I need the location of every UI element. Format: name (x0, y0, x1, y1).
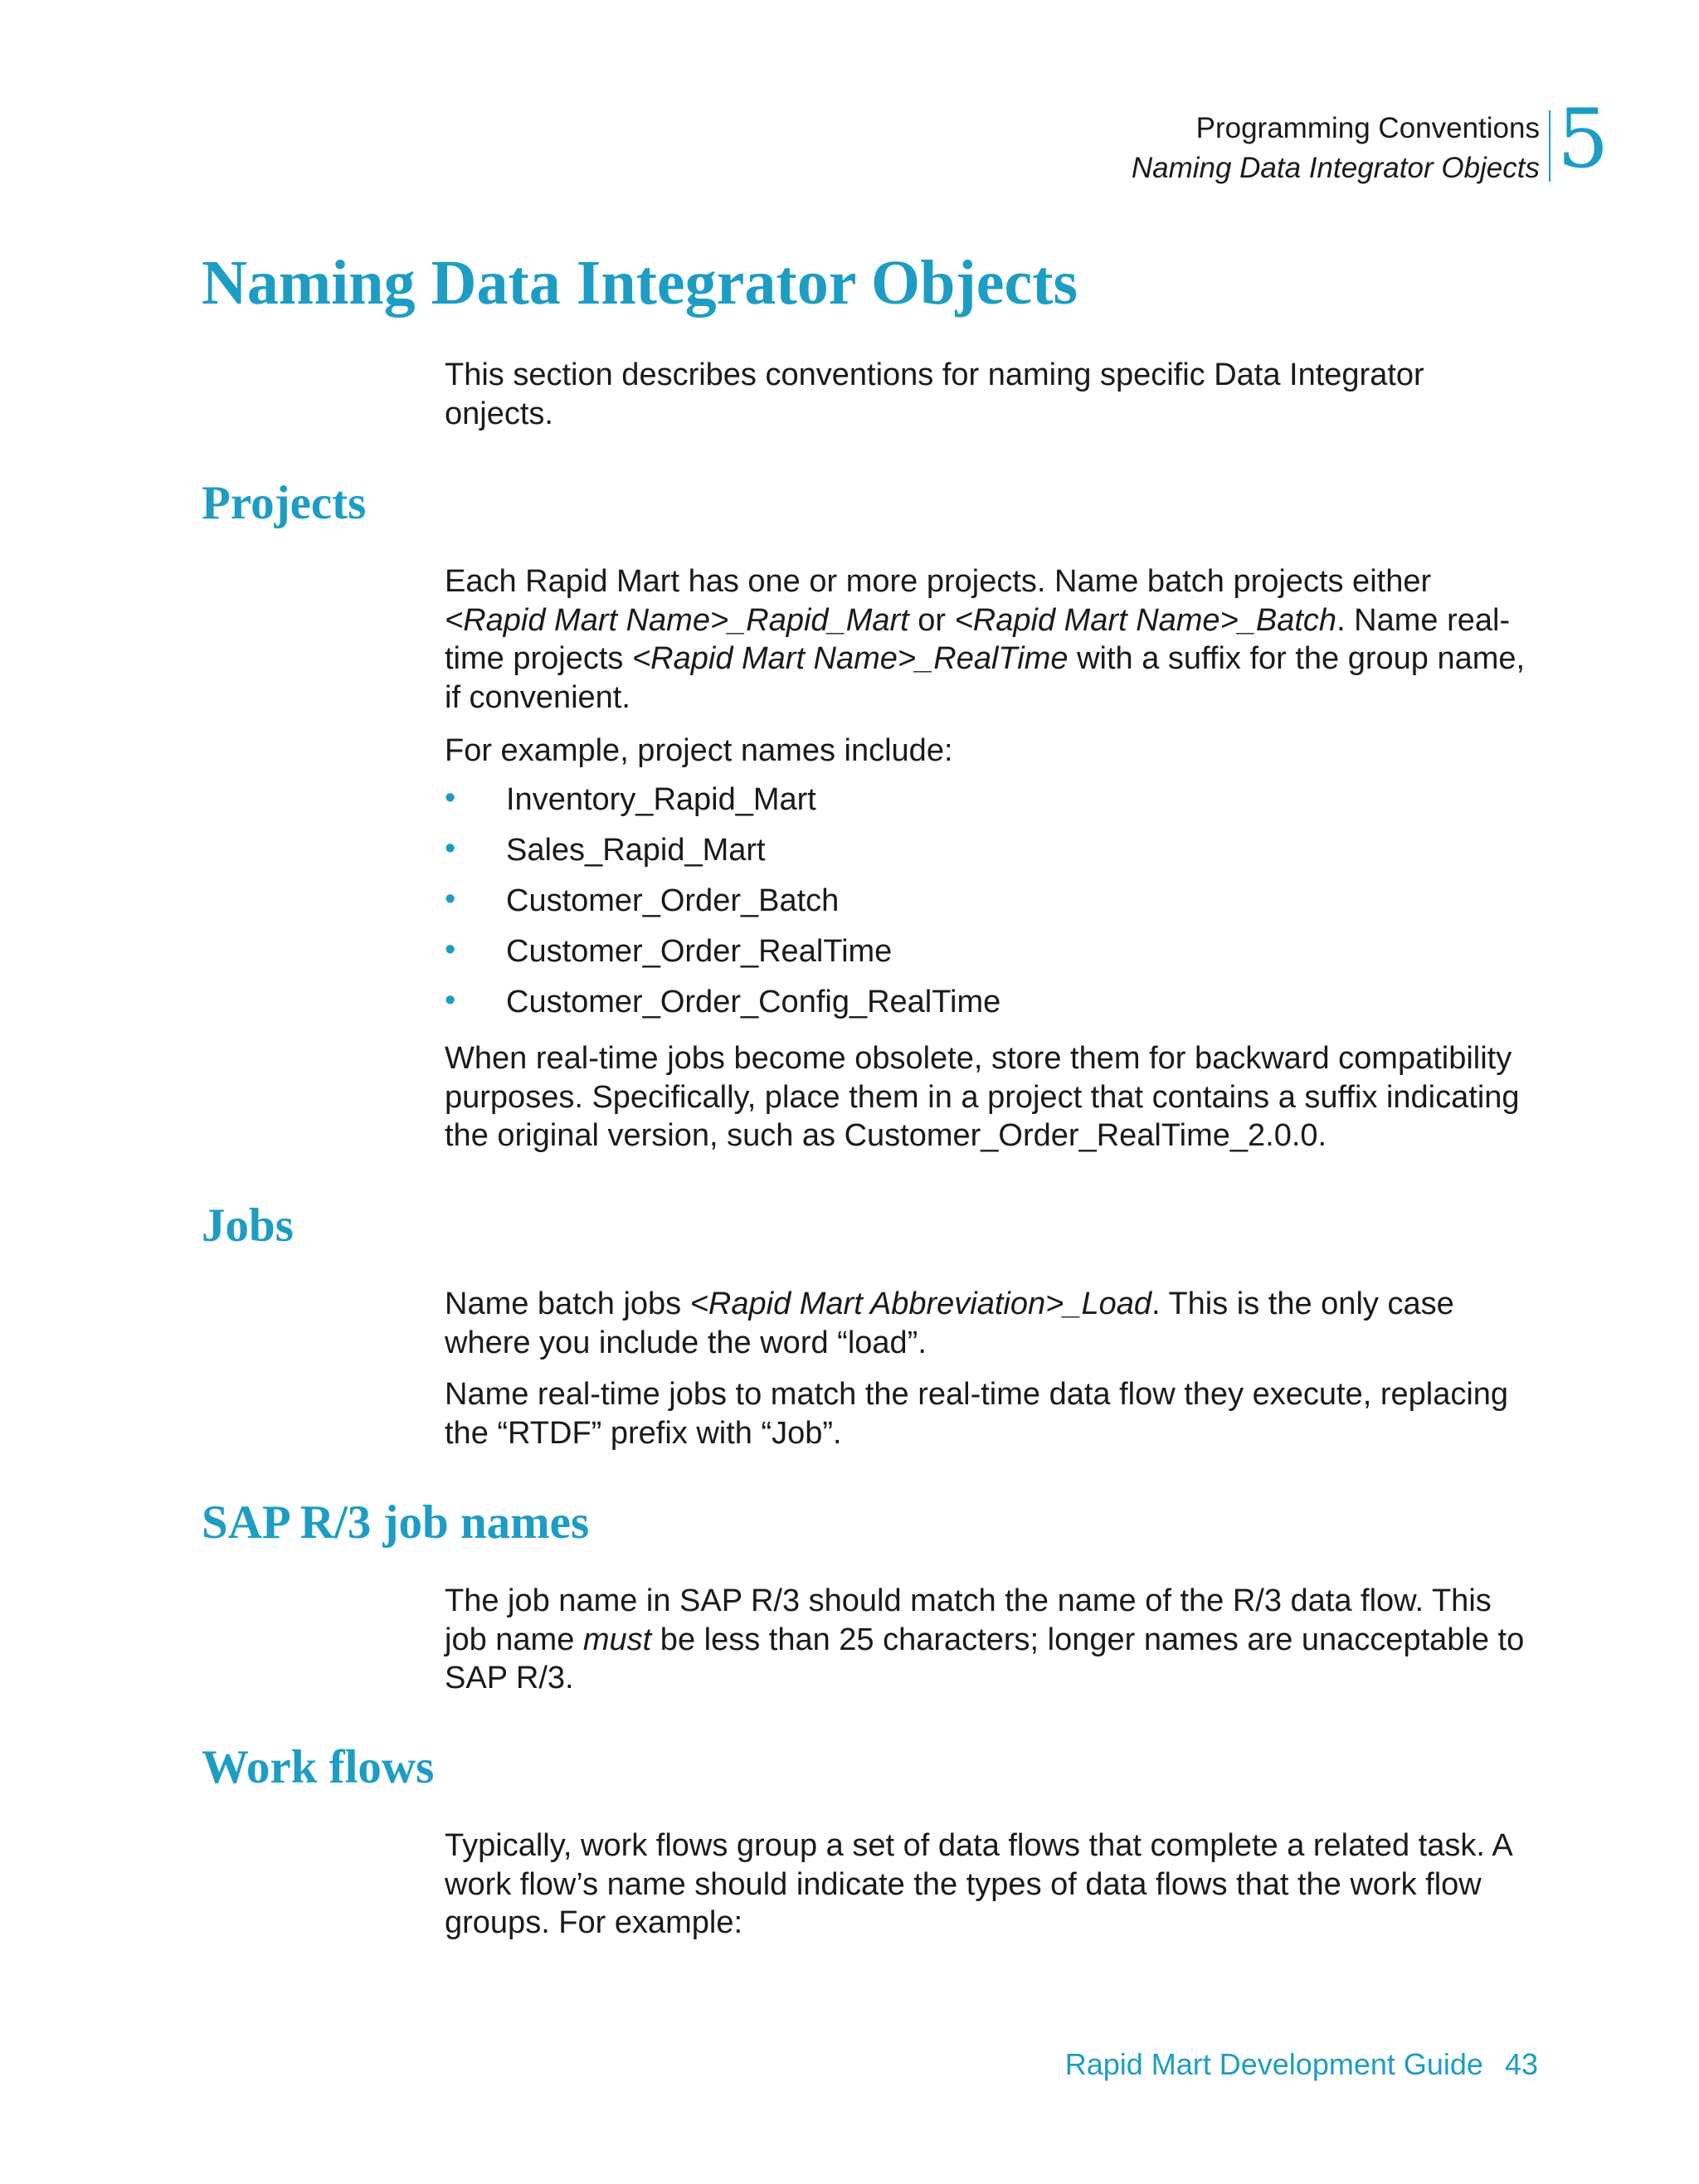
list-item-text: Inventory_Rapid_Mart (506, 782, 816, 817)
page-number: 43 (1504, 2047, 1538, 2081)
list-item (445, 882, 1000, 932)
italic-run: must (582, 1622, 652, 1657)
text-run: be less than 25 characters; longer names are unacceptable to SAP R/3. (445, 1622, 1525, 1695)
project-names-list (445, 781, 1000, 1034)
italic-run: <Rapid Mart Name>_Batch (954, 602, 1337, 638)
list-item (445, 781, 1000, 831)
heading-work-flows: Work flows (202, 1741, 435, 1793)
intro-paragraph: This section describes conventions for naming specific Data Integrator onjects. (445, 358, 1424, 431)
list-item-text: Customer_Order_Batch (506, 883, 840, 918)
footer-guide-title: Rapid Mart Development Guide (1064, 2047, 1483, 2081)
heading-projects: Projects (202, 477, 367, 529)
italic-run: <Rapid Mart Name>_RealTime (631, 641, 1069, 676)
projects-paragraph-1 (445, 562, 1540, 717)
projects-paragraph-3: When real-time jobs become obsolete, store them for backward compatibility purposes. Specifically, place them in a project that contains a suffix indicating the original version, such as Customer_Order_RealTime_2.0.0. (445, 1041, 1520, 1153)
chapter-number: 5 (1557, 92, 1609, 187)
text-run: with a suffix for the group name, if convenient. (445, 641, 1526, 715)
text-run: Each Rapid Mart has one or more projects. Name batch projects either (445, 564, 1432, 599)
list-item (445, 983, 1000, 1034)
running-header-section: Naming Data Integrator Objects (1131, 152, 1540, 184)
jobs-paragraph-2: Name real-time jobs to match the real-time data flow they execute, replacing the “RTDF” prefix with “Job”. (445, 1377, 1509, 1451)
heading-jobs: Jobs (202, 1199, 294, 1252)
jobs-paragraph-1 (445, 1285, 1540, 1362)
text-run: . This is the only case where you include the word “load”. (445, 1287, 1454, 1360)
italic-run: <Rapid Mart Abbreviation>_Load (689, 1287, 1152, 1321)
list-item-text: Customer_Order_RealTime (506, 934, 893, 969)
workflows-paragraph: Typically, work flows group a set of data flows that complete a related task. A work flow’s name should indicate the types of data flows that the work flow groups. For example: (445, 1828, 1512, 1940)
text-run: The job name in SAP R/3 should match the name of the R/3 data flow. This job name (445, 1583, 1492, 1657)
list-item-text: Sales_Rapid_Mart (506, 833, 766, 868)
text-run: Name batch jobs (445, 1287, 690, 1321)
bullet-icon: • (445, 983, 456, 1018)
bullet-icon: • (445, 831, 456, 866)
heading-sap-job-names: SAP R/3 job names (202, 1496, 590, 1549)
italic-run: <Rapid Mart Name>_Rapid_Mart (445, 602, 909, 638)
page-title: Naming Data Integrator Objects (202, 248, 1078, 318)
running-header-chapter: Programming Conventions (1195, 112, 1540, 144)
text-run: . Name real-time projects (445, 602, 1511, 676)
text-run: or (908, 602, 955, 638)
list-item (445, 932, 1000, 983)
page-footer (1065, 2045, 1538, 2084)
projects-paragraph-2: For example, project names include: (445, 733, 953, 768)
sap-paragraph (445, 1582, 1540, 1698)
list-item (445, 831, 1000, 882)
list-item-text: Customer_Order_Config_RealTime (506, 985, 1001, 1019)
bullet-icon: • (445, 932, 456, 967)
bullet-icon: • (445, 781, 456, 815)
bullet-icon: • (445, 882, 456, 917)
header-divider (1549, 110, 1551, 182)
